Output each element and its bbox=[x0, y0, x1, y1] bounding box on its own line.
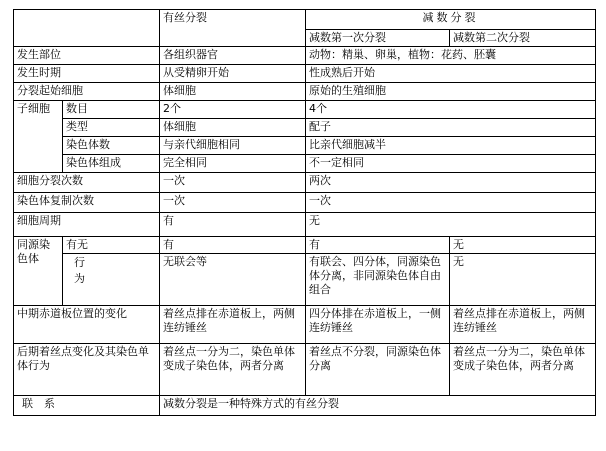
row-label-metaphase: 中期赤道板位置的变化 bbox=[14, 306, 160, 344]
cell-replication-count-mitosis: 一次 bbox=[160, 193, 306, 213]
cell-daughter-count-mitosis: 2个 bbox=[160, 101, 306, 119]
cell-location-meiosis: 动物：精巢、卵巢，植物：花药、胚囊 bbox=[306, 47, 596, 65]
header-meiosis: 减数分裂 bbox=[306, 10, 596, 30]
table-row-division-count bbox=[14, 173, 596, 193]
header-row bbox=[14, 10, 596, 30]
cell-homologous-behavior-meiosis-first: 有联会、四分体，同源染色体分离，非同源染色体自由组合 bbox=[306, 254, 450, 306]
row-label-homologous: 同源染色体 bbox=[14, 237, 63, 306]
table-row-homologous-presence bbox=[14, 237, 596, 254]
table-row-daughter-chromosome-number bbox=[14, 137, 596, 155]
cell-start-cell-meiosis: 原始的生殖细胞 bbox=[306, 83, 596, 101]
table-row-cell-cycle bbox=[14, 213, 596, 237]
header-corner-cell bbox=[14, 10, 160, 47]
cell-anaphase-meiosis-second: 着丝点一分为二，染色单体变成子染色体，两者分离 bbox=[450, 344, 596, 396]
cell-cell-cycle-meiosis: 无 bbox=[306, 213, 596, 237]
cell-division-count-meiosis: 两次 bbox=[306, 173, 596, 193]
row-label-timing: 发生时期 bbox=[14, 65, 160, 83]
table-row-homologous-behavior bbox=[14, 254, 596, 306]
header-meiosis-second: 减数第二次分裂 bbox=[450, 30, 596, 47]
row-sublabel-chromosome-number: 染色体数 bbox=[63, 137, 160, 155]
row-sublabel-daughter-count: 数目 bbox=[63, 101, 160, 119]
cell-homologous-presence-meiosis-first: 有 bbox=[306, 237, 450, 254]
table-row-timing bbox=[14, 65, 596, 83]
table-row-metaphase bbox=[14, 306, 596, 344]
cell-daughter-count-meiosis: 4个 bbox=[306, 101, 596, 119]
row-sublabel-homologous-behavior bbox=[63, 254, 160, 306]
row-label-relation: 联 系 bbox=[14, 396, 160, 416]
cell-replication-count-meiosis: 一次 bbox=[306, 193, 596, 213]
cell-division-count-mitosis: 一次 bbox=[160, 173, 306, 193]
cell-homologous-behavior-mitosis: 无联会等 bbox=[160, 254, 306, 306]
row-label-replication-count: 染色体复制次数 bbox=[14, 193, 160, 213]
row-sublabel-homologous-presence: 有无 bbox=[63, 237, 160, 254]
table-row-replication-count bbox=[14, 193, 596, 213]
table-row-anaphase bbox=[14, 344, 596, 396]
cell-chromosome-number-meiosis: 比亲代细胞减半 bbox=[306, 137, 596, 155]
row-label-location: 发生部位 bbox=[14, 47, 160, 65]
row-label-cell-cycle: 细胞周期 bbox=[14, 213, 160, 237]
cell-anaphase-meiosis-first: 着丝点不分裂，同源染色体分离 bbox=[306, 344, 450, 396]
cell-metaphase-mitosis: 着丝点排在赤道板上，两侧连纺锤丝 bbox=[160, 306, 306, 344]
cell-daughter-type-meiosis: 配子 bbox=[306, 119, 596, 137]
cell-homologous-behavior-meiosis-second: 无 bbox=[450, 254, 596, 306]
homologous-behavior-label: 行为 bbox=[74, 256, 85, 285]
cell-chromosome-set-meiosis: 不一定相同 bbox=[306, 155, 596, 173]
cell-homologous-presence-meiosis-second: 无 bbox=[450, 237, 596, 254]
comparison-table bbox=[13, 9, 596, 416]
cell-relation-value: 减数分裂是一种特殊方式的有丝分裂 bbox=[160, 396, 596, 416]
row-label-division-count: 细胞分裂次数 bbox=[14, 173, 160, 193]
table-row-daughter-chromosome-set bbox=[14, 155, 596, 173]
header-mitosis: 有丝分裂 bbox=[160, 10, 306, 47]
cell-metaphase-meiosis-second: 着丝点排在赤道板上，两侧连纺锤丝 bbox=[450, 306, 596, 344]
table-row-start-cell bbox=[14, 83, 596, 101]
cell-timing-meiosis: 性成熟后开始 bbox=[306, 65, 596, 83]
header-meiosis-first: 减数第一次分裂 bbox=[306, 30, 450, 47]
table-row-daughter-type bbox=[14, 119, 596, 137]
table-row-daughter-count bbox=[14, 101, 596, 119]
cell-start-cell-mitosis: 体细胞 bbox=[160, 83, 306, 101]
table-row-relation bbox=[14, 396, 596, 416]
row-label-start-cell: 分裂起始细胞 bbox=[14, 83, 160, 101]
row-sublabel-chromosome-set: 染色体组成 bbox=[63, 155, 160, 173]
cell-timing-mitosis: 从受精卵开始 bbox=[160, 65, 306, 83]
cell-chromosome-set-mitosis: 完全相同 bbox=[160, 155, 306, 173]
row-sublabel-daughter-type: 类型 bbox=[63, 119, 160, 137]
row-label-anaphase: 后期着丝点变化及其染色单体行为 bbox=[14, 344, 160, 396]
cell-homologous-presence-mitosis: 有 bbox=[160, 237, 306, 254]
cell-daughter-type-mitosis: 体细胞 bbox=[160, 119, 306, 137]
cell-cell-cycle-mitosis: 有 bbox=[160, 213, 306, 237]
cell-metaphase-meiosis-first: 四分体排在赤道板上，一侧连纺锤丝 bbox=[306, 306, 450, 344]
table-row-location bbox=[14, 47, 596, 65]
cell-anaphase-mitosis: 着丝点一分为二，染色单体变成子染色体，两者分离 bbox=[160, 344, 306, 396]
cell-location-mitosis: 各组织器官 bbox=[160, 47, 306, 65]
cell-chromosome-number-mitosis: 与亲代细胞相同 bbox=[160, 137, 306, 155]
row-label-daughter: 子细胞 bbox=[14, 101, 63, 173]
